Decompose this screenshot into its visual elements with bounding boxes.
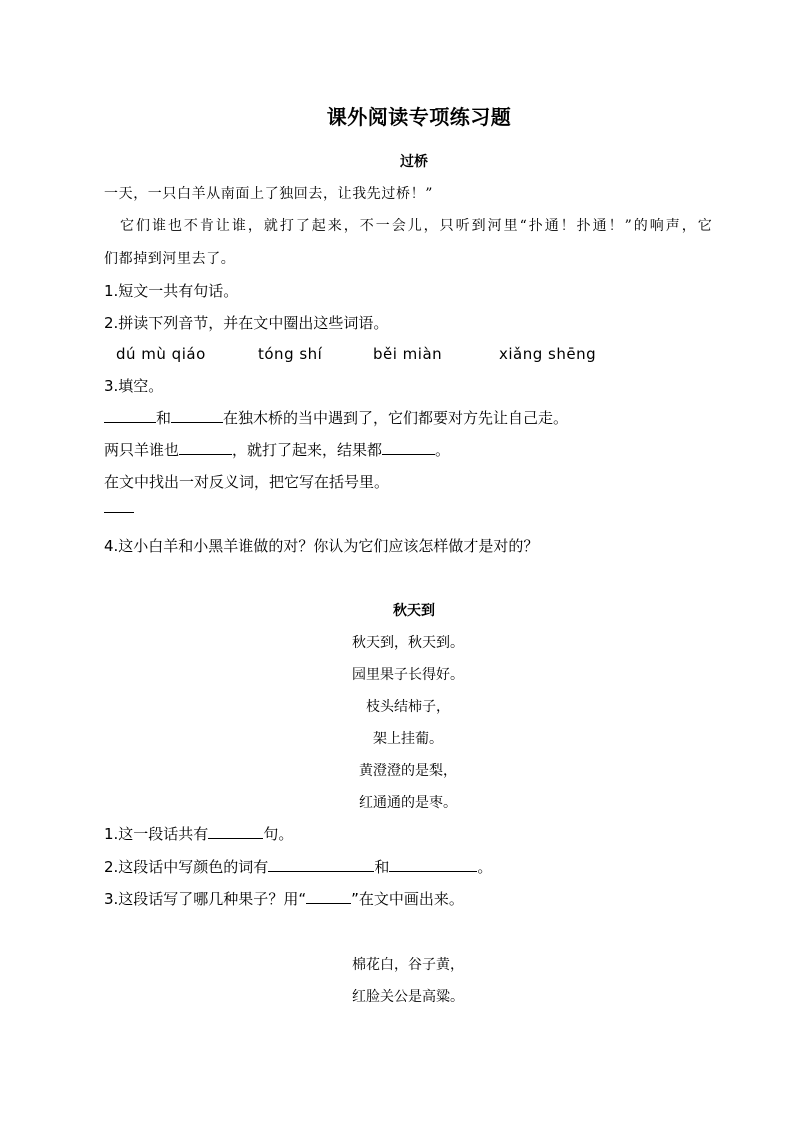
- fill-text: ，就打了起来，结果都: [232, 441, 383, 459]
- question-text: 。: [477, 858, 493, 876]
- pinyin-item: tóng shí: [258, 345, 323, 363]
- answer-blank[interactable]: [208, 824, 263, 839]
- poem-line: 黄澄澄的是梨，: [359, 763, 457, 779]
- fill-blank-line-2: [104, 439, 450, 460]
- story-paragraph-2-line-1: 它们谁也不肯让谁，就打了起来，不一会儿，只听到河里“扑通！扑通！”的响声，它: [120, 218, 712, 234]
- story-paragraph-1: 一天，一只白羊从南面上了独回去，让我先过桥！”: [104, 186, 433, 202]
- poem-line: 红脸关公是高粱。: [352, 989, 464, 1005]
- pinyin-item: běi miàn: [373, 345, 443, 363]
- underline-sample: [306, 889, 351, 904]
- question-4: 4.这小白羊和小黑羊谁做的对？你认为它们应该怎样做才是对的？: [104, 537, 539, 555]
- answer-blank[interactable]: [104, 408, 156, 423]
- section2-question-1: [104, 823, 293, 844]
- question-1: 1.短文一共有句话。: [104, 282, 239, 300]
- section2-heading: 秋天到: [393, 603, 435, 619]
- answer-blank[interactable]: [171, 408, 223, 423]
- poem-line: 秋天到，秋天到。: [352, 635, 464, 651]
- poem-line: 棉花白，谷子黄，: [352, 957, 464, 973]
- pinyin-item: dú mù qiáo: [116, 345, 206, 363]
- answer-blank[interactable]: [179, 440, 232, 455]
- fill-blank-line-1: [104, 407, 568, 428]
- poem-line: 红通通的是枣。: [359, 795, 457, 811]
- question-text: 句。: [263, 825, 294, 843]
- question-2: 2.拼读下列音节，并在文中圈出这些词语。: [104, 314, 389, 332]
- pinyin-item: xiǎng shēng: [499, 345, 597, 363]
- poem-line: 架上挂葡。: [373, 731, 443, 747]
- question-text: 1.这一段话共有: [104, 825, 209, 843]
- question-text: ”在文中画出来。: [351, 890, 464, 908]
- question-text: 2.这段话中写颜色的词有: [104, 858, 269, 876]
- story-paragraph-2-line-2: 们都掉到河里去了。: [104, 251, 236, 267]
- question-text: 和: [374, 858, 390, 876]
- section2-question-2: [104, 856, 492, 877]
- page-title: 课外阅读专项练习题: [326, 105, 512, 129]
- poem-line: 枝头结柿子，: [366, 699, 450, 715]
- fill-text: 两只羊谁也: [104, 441, 180, 459]
- poem-line: 园里果子长得好。: [352, 667, 464, 683]
- fill-text: 在独木桥的当中遇到了，它们都要对方先让自己走。: [223, 409, 569, 427]
- section1-heading: 过桥: [400, 154, 428, 170]
- fill-text: 和: [156, 409, 172, 427]
- fill-blank-line-3: 在文中找出一对反义词，把它写在括号里。: [104, 473, 390, 491]
- question-3: 3.填空。: [104, 377, 164, 395]
- section2-question-3: [104, 888, 464, 909]
- answer-blank[interactable]: [389, 857, 477, 872]
- question-text: 3.这段话写了哪几种果子？用“: [104, 890, 307, 908]
- answer-blank[interactable]: [382, 440, 435, 455]
- answer-blank[interactable]: [104, 512, 134, 513]
- fill-text: 。: [435, 441, 451, 459]
- answer-blank[interactable]: [268, 857, 374, 872]
